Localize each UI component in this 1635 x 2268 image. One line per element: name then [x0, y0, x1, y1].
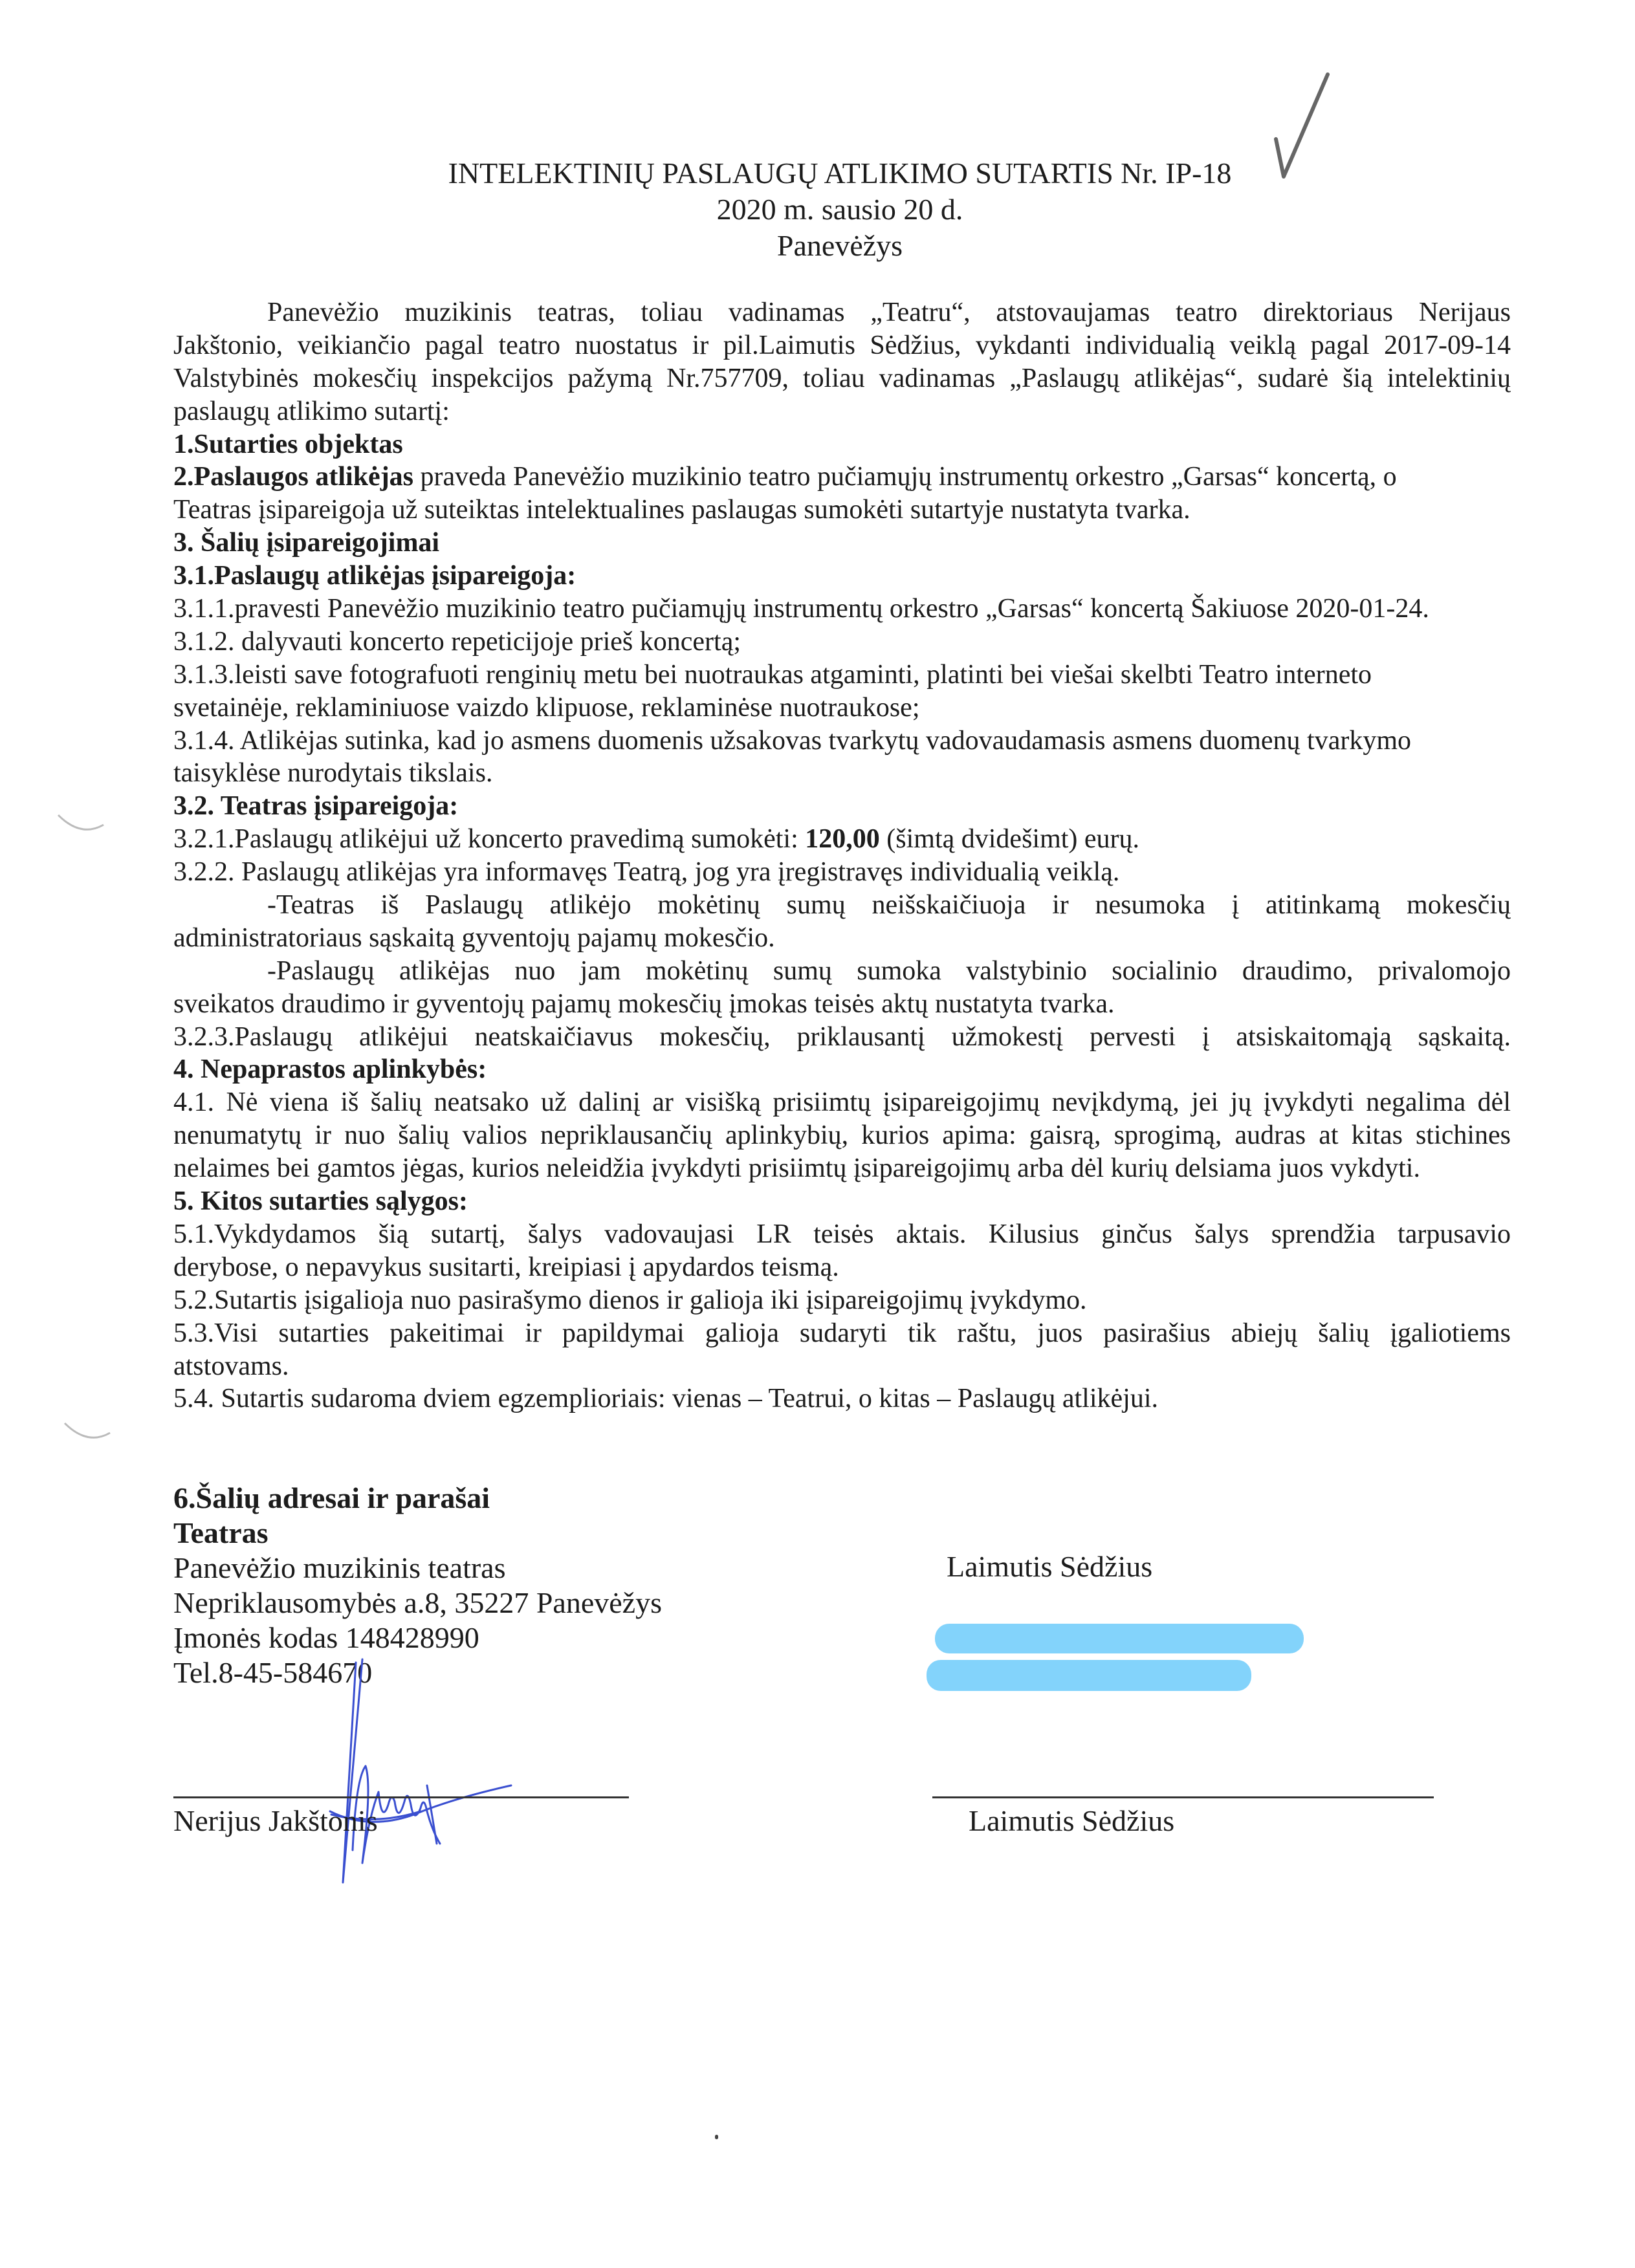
body-line: nelaimes bei gamtos jėgas, kurios neleidžia įvykdyti prisiimtų įsipareigojimų arba dėl kurių delsiama juos vykdyti. [173, 1153, 1420, 1184]
body-line: sveikatos draudimo ir gyventojų pajamų mokesčių įmokas teisės aktų nustatyta tvarka. [173, 988, 1115, 1019]
body-line: taisyklėse nurodytais tikslais. [173, 758, 493, 789]
section-heading: 5. Kitos sutarties sąlygos: [173, 1186, 468, 1217]
theatre-label: Teatras [173, 1516, 269, 1549]
body-line: -Teatras iš Paslaugų atlikėjo mokėtinų sumų neišskaičiuoja ir nesumoka į atitinkamą mokesčių [267, 890, 1511, 921]
redaction-mark [927, 1660, 1251, 1691]
body-line: 5.3.Visi sutarties pakeitimai ir papildymai galioja sudaryti tik raštu, juos pasirašius abiejų šalių įgaliotiems [173, 1318, 1511, 1348]
body-line: paslaugų atlikimo sutartį: [173, 396, 450, 426]
payment-amount: 120,00 [805, 824, 880, 855]
body-line [173, 823, 1511, 856]
body-line: 5.4. Sutartis sudaroma dviem egzemplioriais: vienas – Teatrui, o kitas – Paslaugų atlikėjui. [173, 1384, 1158, 1414]
body-text: (šimtą dvidešimt) eurų. [879, 824, 1140, 855]
body-line: 3.1.3.leisti save fotografuoti renginių metu bei nuotraukas atgaminti, platinti bei viešai skelbti Teatro interneto [173, 659, 1372, 690]
right-signatory-name: Laimutis Sėdžius [969, 1804, 1175, 1837]
body-line: 3.2.3.Paslaugų atlikėjui neatskaičiavus mokesčių, priklausantį užmokestį pervesti į atsiskaitomąją sąskaitą. [173, 1021, 1511, 1052]
body-line: Teatras įsipareigoja už suteiktas intelektualines paslaugas sumokėti sutartyje nustatyta tvarka. [173, 495, 1191, 525]
signature-line-left [173, 1796, 629, 1798]
section-heading: 4. Nepaprastos aplinkybės: [173, 1054, 487, 1085]
body-line: svetainėje, reklaminiuose vaizdo klipuose, reklaminėse nuotraukose; [173, 692, 920, 723]
section-heading: 1.Sutarties objektas [173, 429, 403, 459]
scan-speck [715, 2135, 718, 2139]
body-line: administratoriaus sąskaitą gyventojų pajamų mokesčio. [173, 922, 775, 953]
body-line: 3.2.2. Paslaugų atlikėjas yra informavęs Teatrą, jog yra įregistravęs individualią veiklą. [173, 857, 1120, 888]
body-text: 3.2.1.Paslaugų atlikėjui už koncerto pravedimą sumokėti: [173, 824, 806, 855]
document-date: 2020 m. sausio 20 d. [716, 193, 963, 226]
body-line [173, 461, 1511, 494]
signature-line-right [932, 1796, 1434, 1798]
theatre-code: Įmonės kodas 148428990 [173, 1621, 479, 1654]
left-signatory-name: Nerijus Jakštonis [173, 1804, 378, 1837]
section-heading: 3.1.Paslaugų atlikėjas įsipareigoja: [173, 561, 576, 591]
theatre-name: Panevėžio muzikinis teatras [173, 1551, 506, 1584]
document-place: Panevėžys [776, 229, 903, 262]
theatre-address: Nepriklausomybės a.8, 35227 Panevėžys [173, 1586, 663, 1619]
redaction-mark [935, 1624, 1304, 1653]
body-line: 5.1.Vykdydamos šią sutartį, šalys vadovaujasi LR teisės aktais. Kilusius ginčus šalys sprendžia tarpusavio [173, 1219, 1511, 1249]
body-line: 3.1.4. Atlikėjas sutinka, kad jo asmens duomenis užsakovas tvarkytų vadovaudamasis asmens duomenų tvarkymo [173, 725, 1412, 756]
punch-mark [61, 1417, 113, 1449]
body-line: Jakštonio, veikiančio pagal teatro nuostatus ir pil.Laimutis Sėdžius, vykdanti individualią veiklą pagal 2017-09-14 [173, 330, 1511, 360]
body-line: 5.2.Sutartis įsigalioja nuo pasirašymo dienos ir galioja iki įsipareigojimų įvykdymo. [173, 1285, 1087, 1315]
checkmark-icon [1268, 68, 1333, 184]
section-heading: 3. Šalių įsipareigojimai [173, 528, 440, 558]
body-text: praveda Panevėžio muzikinio teatro pučiamųjų instrumentų orkestro „Garsas“ koncertą, o [413, 462, 1397, 492]
party-label: 2.Paslaugos atlikėjas [173, 462, 414, 492]
signature-scribble [317, 1656, 524, 1895]
punch-mark [55, 809, 107, 841]
document-title: INTELEKTINIŲ PASLAUGŲ ATLIKIMO SUTARTIS Nr. IP-18 [448, 157, 1232, 190]
contract-body [173, 296, 1511, 1415]
theatre-phone: Tel.8-45-584670 [173, 1656, 373, 1689]
contractor-name: Laimutis Sėdžius [947, 1550, 1153, 1583]
body-line: nenumatytų ir nuo šalių valios nepriklausančių aplinkybių, kurios apima: gaisrą, sprogimą, audras at kitas stichines [173, 1120, 1511, 1151]
body-line: 4.1. Nė viena iš šalių neatsako už dalinį ar visišką prisiimtų įsipareigojimų nevįkdymą, jei jų įvykdyti negalima dėl [173, 1087, 1511, 1118]
body-line: 3.1.1.pravesti Panevėžio muzikinio teatro pučiamųjų instrumentų orkestro „Garsas“ koncertą Šakiuose 2020-01-24. [173, 594, 1429, 624]
body-line: -Paslaugų atlikėjas nuo jam mokėtinų sumų sumoka valstybinio socialinio draudimo, privalomojo [267, 955, 1511, 986]
body-line: derybose, o nepavykus susitarti, kreipiasi į apydardos teismą. [173, 1252, 839, 1282]
body-line: atstovams. [173, 1351, 289, 1381]
body-line: Panevėžio muzikinis teatras, toliau vadinamas „Teatru“, atstovaujamas teatro direktoriaus Nerijaus [267, 298, 1511, 327]
section-heading: 3.2. Teatras įsipareigoja: [173, 791, 459, 822]
body-line: Valstybinės mokesčių inspekcijos pažymą Nr.757709, toliau vadinamas „Paslaugų atlikėjas“, sudarė šią intelektinių [173, 363, 1511, 393]
body-line: 3.1.2. dalyvauti koncerto repeticijoje prieš koncertą; [173, 626, 741, 657]
section-heading: 6.Šalių adresai ir parašai [173, 1481, 490, 1514]
